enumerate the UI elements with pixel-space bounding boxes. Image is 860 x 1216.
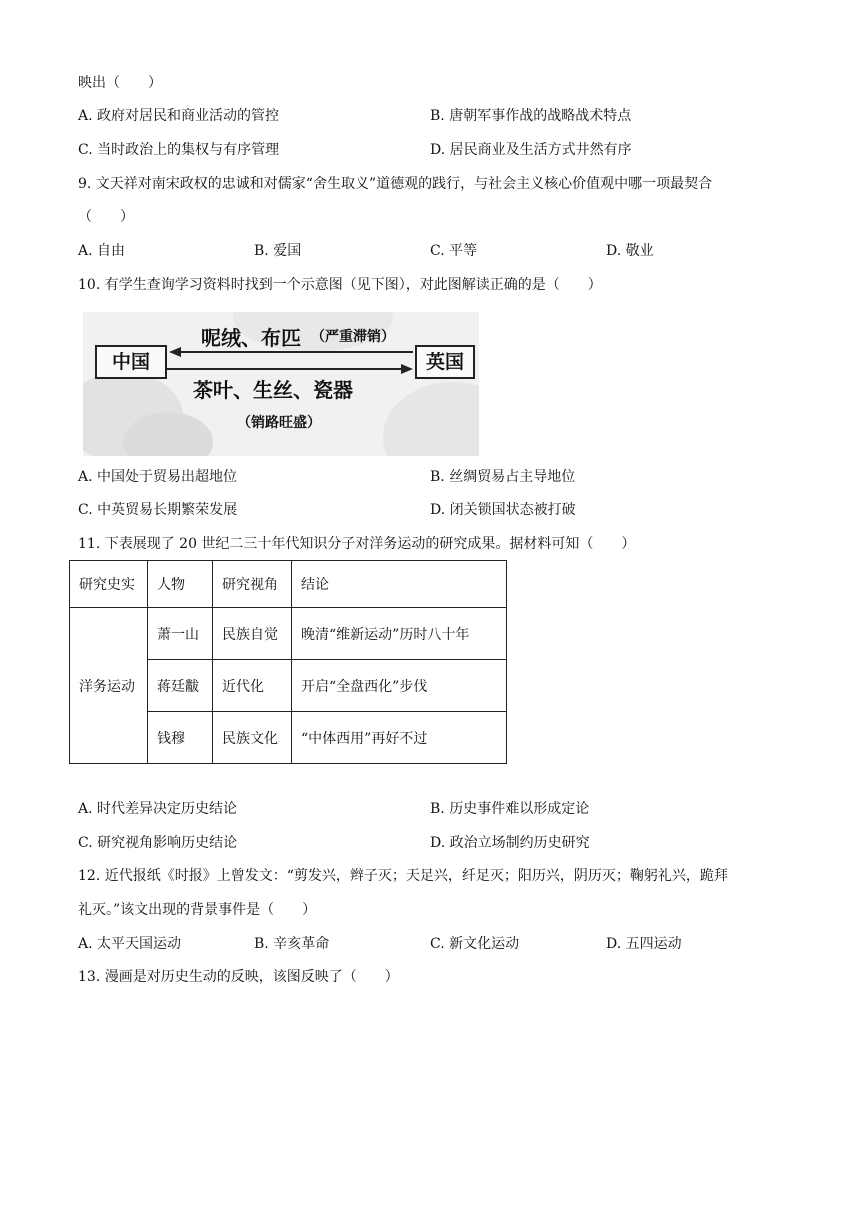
top-goods-label: 呢绒、布匹: [201, 326, 301, 350]
q11-option-b[interactable]: B. 历史事件难以形成定论: [430, 801, 590, 817]
bottom-goods-note: （销路旺盛）: [237, 415, 321, 431]
header-cell: 研究视角: [213, 561, 292, 608]
subject-cell: 洋务运动: [70, 608, 148, 764]
q9-option-c[interactable]: C. 平等: [430, 243, 478, 259]
q8-stem-tail: 映出（ ）: [78, 75, 162, 91]
table-cell: 晚清“维新运动”历时八十年: [292, 608, 507, 660]
header-cell: 研究史实: [70, 561, 148, 608]
q13-stem: 13. 漫画是对历史生动的反映，该图反映了（ ）: [78, 969, 399, 985]
q10-option-b[interactable]: B. 丝绸贸易占主导地位: [430, 469, 576, 485]
trade-diagram: [83, 312, 479, 456]
q11-option-c[interactable]: C. 研究视角影响历史结论: [78, 835, 238, 851]
top-goods-note: （严重滞销）: [311, 329, 395, 345]
q11-stem: 11. 下表展现了 20 世纪二三十年代知识分子对洋务运动的研究成果。据材料可知（ ）: [78, 536, 636, 552]
q12-option-d[interactable]: D. 五四运动: [606, 936, 682, 952]
table-cell: 民族自觉: [213, 608, 292, 660]
q10-stem: 10. 有学生查询学习资料时找到一个示意图（见下图），对此图解读正确的是（ ）: [78, 277, 602, 293]
q8-option-d[interactable]: D. 居民商业及生活方式井然有序: [430, 142, 632, 158]
table-cell: 钱穆: [148, 712, 213, 764]
table-row: [70, 608, 507, 660]
q11-option-d[interactable]: D. 政治立场制约历史研究: [430, 835, 590, 851]
bottom-goods-label: 茶叶、生丝、瓷器: [193, 378, 353, 402]
table-cell: 萧一山: [148, 608, 213, 660]
q12-option-a[interactable]: A. 太平天国运动: [78, 936, 182, 952]
q10-option-d[interactable]: D. 闭关锁国状态被打破: [430, 502, 576, 518]
q8-option-a[interactable]: A. 政府对居民和商业活动的管控: [78, 108, 280, 124]
arrow-to-china: [169, 347, 413, 357]
research-table: [69, 560, 507, 764]
table-header-row: [70, 561, 507, 608]
q9-option-b[interactable]: B. 爱国: [254, 243, 302, 259]
china-box: 中国: [95, 345, 167, 379]
table-cell: 民族文化: [213, 712, 292, 764]
table-cell: “中体西用”再好不过: [292, 712, 507, 764]
arrow-to-britain: [167, 364, 413, 374]
table-cell: 蒋廷黻: [148, 660, 213, 712]
q9-stem-line2: （ ）: [78, 209, 134, 225]
q11-option-a[interactable]: A. 时代差异决定历史结论: [78, 801, 238, 817]
q12-option-b[interactable]: B. 辛亥革命: [254, 936, 330, 952]
q12-stem-line1: 12. 近代报纸《时报》上曾发文：“剪发兴，辫子灭；天足兴，纤足灭；阳历兴，阴历灭；鞠躬礼兴，跪拜: [78, 868, 728, 884]
header-cell: 结论: [292, 561, 507, 608]
q8-option-c[interactable]: C. 当时政治上的集权与有序管理: [78, 142, 280, 158]
q9-stem-line1: 9. 文天祥对南宋政权的忠诚和对儒家“舍生取义”道德观的践行，与社会主义核心价值观中哪一项最契合: [78, 176, 713, 192]
header-cell: 人物: [148, 561, 213, 608]
table-cell: 近代化: [213, 660, 292, 712]
q10-option-a[interactable]: A. 中国处于贸易出超地位: [78, 469, 238, 485]
q12-option-c[interactable]: C. 新文化运动: [430, 936, 520, 952]
britain-box: 英国: [415, 345, 475, 379]
q10-option-c[interactable]: C. 中英贸易长期繁荣发展: [78, 502, 238, 518]
q9-option-a[interactable]: A. 自由: [78, 243, 126, 259]
q8-option-b[interactable]: B. 唐朝军事作战的战略战术特点: [430, 108, 632, 124]
q12-stem-line2: 礼灭。”该文出现的背景事件是（ ）: [78, 902, 317, 918]
table-cell: 开启“全盘西化”步伐: [292, 660, 507, 712]
q9-option-d[interactable]: D. 敬业: [606, 243, 654, 259]
